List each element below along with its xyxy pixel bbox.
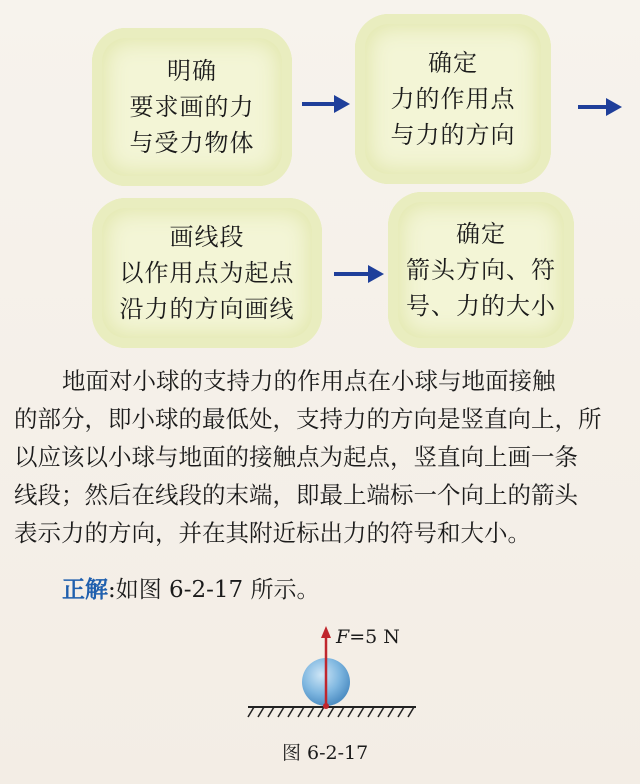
ground-hatching	[248, 707, 414, 717]
flow-step-draw-segment	[92, 198, 322, 348]
force-symbol: F	[336, 626, 350, 648]
step-text: 与受力物体	[129, 129, 255, 157]
answer-label: 正解	[62, 576, 108, 603]
step-text: 号、力的大小	[406, 292, 556, 320]
paragraph-line: 以应该以小球与地面的接触点为起点，竖直向上画一条	[14, 443, 578, 471]
step-text: 确定	[456, 220, 506, 248]
step-text: 与力的方向	[390, 121, 516, 149]
step-text: 画线段	[169, 223, 245, 251]
arrowhead-icon	[321, 626, 331, 638]
step-text: 确定	[428, 49, 478, 77]
step-text: 力的作用点	[390, 85, 516, 113]
step-text: 沿力的方向画线	[119, 295, 295, 323]
step-text: 箭头方向、符	[406, 256, 556, 284]
paragraph-line: 表示力的方向，并在其附近标出力的符号和大小。	[14, 519, 531, 547]
force-label	[336, 626, 400, 648]
flow-step-point-and-direction	[355, 14, 551, 184]
paragraph-line: 的部分，即小球的最低处，支持力的方向是竖直向上，所	[14, 405, 602, 433]
step-text: 要求画的力	[129, 93, 255, 121]
flow-arrow-right-icon	[330, 262, 386, 286]
step-text: 明确	[167, 57, 217, 85]
step-text: 以作用点为起点	[119, 259, 295, 287]
answer-text: :如图 6-2-17 所示。	[108, 577, 320, 603]
paragraph-line: 地面对小球的支持力的作用点在小球与地面接触	[62, 367, 556, 395]
figure-caption: 图 6-2-17	[282, 742, 369, 764]
explanation-paragraph	[14, 362, 636, 552]
answer-line	[62, 574, 319, 606]
flow-arrow-right-icon	[574, 95, 624, 119]
force-value: =5 N	[349, 626, 400, 648]
paragraph-line: 线段；然后在线段的末端，即最上端标一个向上的箭头	[14, 481, 578, 509]
flow-arrow-right-icon	[298, 92, 352, 116]
flow-step-identify-force	[92, 28, 292, 186]
flow-step-arrow-symbol-magnitude	[388, 192, 574, 348]
contact-point	[323, 703, 329, 709]
